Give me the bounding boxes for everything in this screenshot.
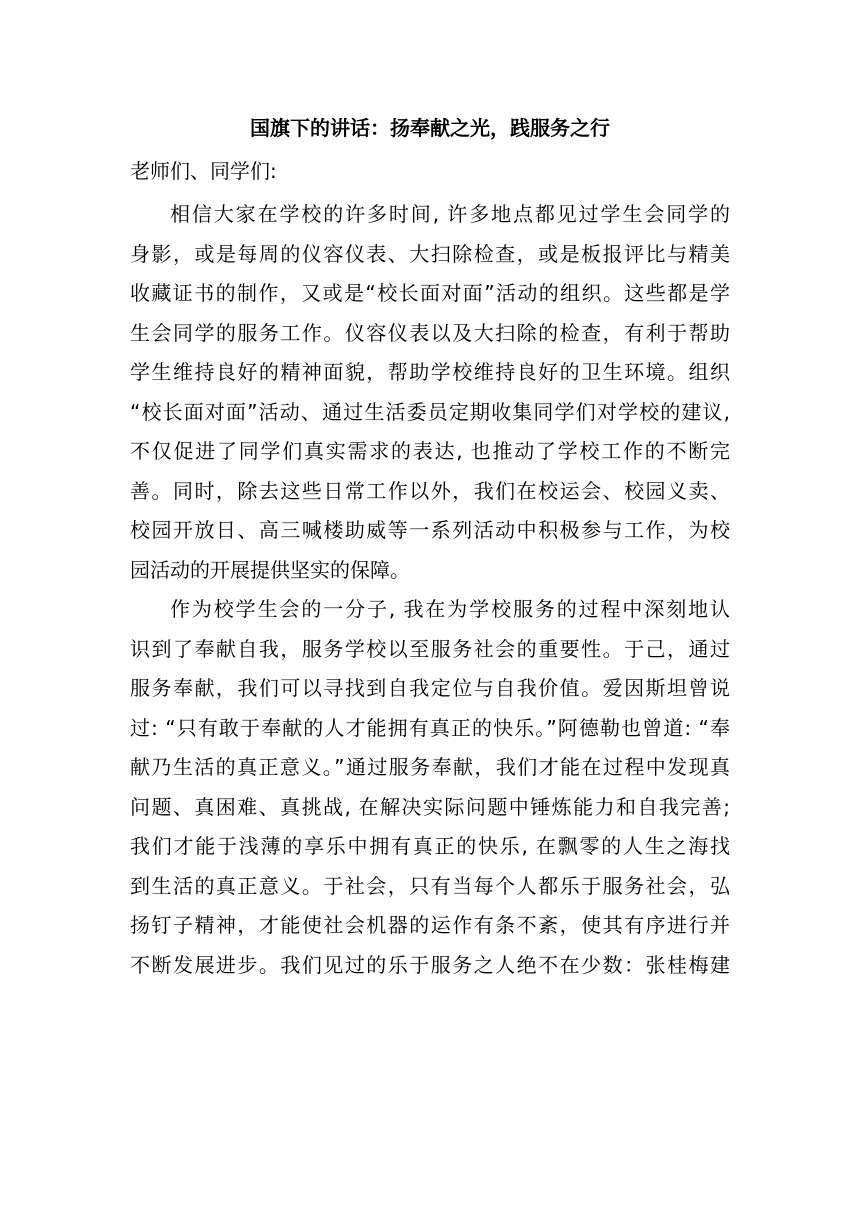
text-line: 问题、真困难、真挑战, 在解决实际问题中锤炼能力和自我完善; — [130, 794, 730, 819]
text-line: 校园开放日、高三喊楼助威等一系列活动中积极参与工作，为校 — [130, 518, 730, 542]
text-line: 不断发展进步。我们见过的乐于服务之人绝不在少数：张桂梅建 — [130, 952, 730, 977]
text-line: 过: “只有敢于奉献的人才能拥有真正的快乐。”阿德勒也曾道: “奉 — [130, 715, 730, 740]
document-body — [130, 195, 730, 985]
document-title: 国旗下的讲话：扬奉献之光，践服务之行 — [250, 116, 610, 140]
text-line: 献乃生活的真正意义。”通过服务奉献，我们才能在过程中发现真 — [130, 755, 730, 779]
text-line: 园活动的开展提供坚实的保障。 — [130, 557, 410, 582]
text-line: 学生维持良好的精神面貌，帮助学校维持良好的卫生环境。组织 — [130, 360, 730, 384]
salutation: 老师们、同学们: — [130, 159, 277, 183]
paragraph-2 — [130, 590, 730, 985]
text-line: 善。同时，除去这些日常工作以外，我们在校运会、校园义卖、 — [130, 478, 730, 503]
text-line: 作为校学生会的一分子, 我在为学校服务的过程中深刻地认 — [170, 597, 730, 621]
text-line: 我们才能于浅薄的享乐中拥有真正的快乐, 在飘零的人生之海找 — [130, 834, 730, 858]
text-line: 到生活的真正意义。于社会，只有当每个人都乐于服务社会，弘 — [130, 873, 730, 898]
text-line: 识到了奉献自我，服务学校以至服务社会的重要性。于己，通过 — [130, 636, 730, 661]
text-line: 身影，或是每周的仪容仪表、大扫除检查，或是板报评比与精美 — [130, 241, 730, 266]
text-line: “校长面对面”活动、通过生活委员定期收集同学们对学校的建议, — [130, 399, 730, 424]
text-line: 服务奉献，我们可以寻找到自我定位与自我价值。爱因斯坦曾说 — [130, 676, 730, 700]
text-line: 相信大家在学校的许多时间, 许多地点都见过学生会同学的 — [170, 202, 730, 226]
text-line: 生会同学的服务工作。仪容仪表以及大扫除的检查，有利于帮助 — [130, 320, 730, 345]
paragraph-1 — [130, 195, 730, 590]
text-line: 不仅促进了同学们真实需求的表达, 也推动了学校工作的不断完 — [130, 439, 730, 463]
text-line: 扬钉子精神，才能使社会机器的运作有条不紊，使其有序进行并 — [130, 913, 730, 937]
text-line: 收藏证书的制作，又或是“校长面对面”活动的组织。这些都是学 — [130, 281, 730, 305]
